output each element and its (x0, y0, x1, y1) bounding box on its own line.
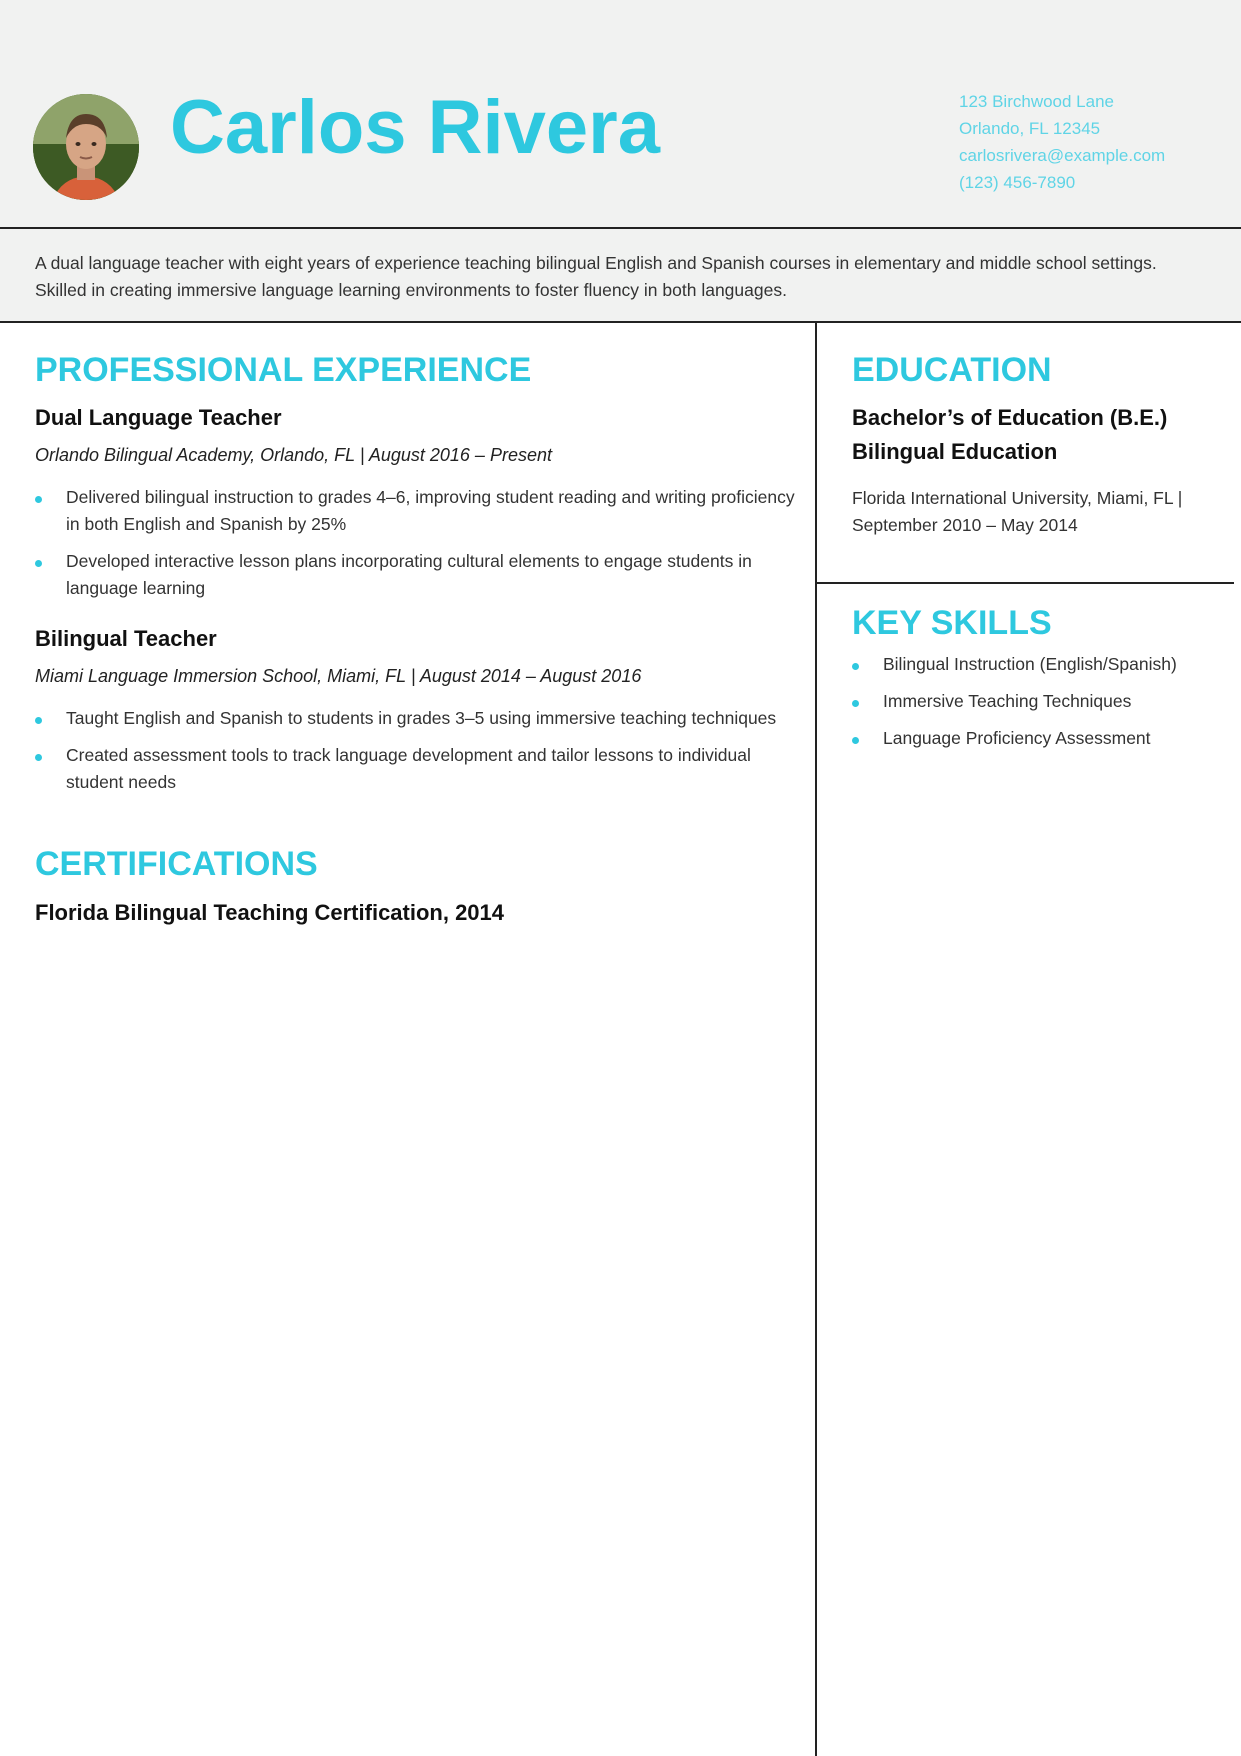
experience-heading: PROFESSIONAL EXPERIENCE (35, 351, 532, 389)
city-line: Orlando, FL 12345 (959, 119, 1101, 138)
candidate-name: Carlos Rivera (170, 85, 661, 170)
certification-item: Florida Bilingual Teaching Certification, 2014 (35, 900, 505, 925)
degree-name: Bachelor’s of Education (B.E.) (852, 405, 1168, 430)
job-bullet: Created assessment tools to track language development and tailor lessons to individual student needs (35, 742, 795, 796)
left-column (35, 323, 795, 930)
school-info: Florida International University, Miami, FL | September 2010 – May 2014 (852, 488, 1183, 535)
job-entry (35, 401, 795, 602)
education-entry (852, 401, 1232, 539)
profile-photo (33, 94, 139, 200)
job-meta: Miami Language Immersion School, Miami, FL | August 2014 – August 2016 (35, 666, 642, 686)
skills-heading: KEY SKILLS (852, 604, 1052, 642)
professional-summary: A dual language teacher with eight years of experience teaching bilingual English and Spanish courses in elementary and middle school settings. Skilled in creating immersive language learning environments to foster fluency in both languages. (0, 229, 1241, 323)
portrait-image (33, 94, 139, 200)
skill-item: Immersive Teaching Techniques (852, 688, 1232, 715)
column-divider (815, 323, 817, 1756)
job-bullets (35, 705, 795, 796)
job-bullet: Developed interactive lesson plans incorporating cultural elements to engage students in language learning (35, 548, 795, 602)
job-bullets (35, 484, 795, 602)
skill-item: Bilingual Instruction (English/Spanish) (852, 651, 1232, 678)
contact-info (959, 88, 1229, 196)
certifications-heading: CERTIFICATIONS (35, 845, 318, 883)
email-link[interactable]: carlosrivera@example.com (959, 146, 1166, 165)
job-meta: Orlando Bilingual Academy, Orlando, FL | August 2016 – Present (35, 445, 552, 465)
job-bullet: Delivered bilingual instruction to grades 4–6, improving student reading and writing proficiency in both English and Spanish by 25% (35, 484, 795, 538)
phone-number: (123) 456-7890 (959, 173, 1076, 192)
skill-item: Language Proficiency Assessment (852, 725, 1232, 752)
job-entry (35, 622, 795, 796)
job-title: Dual Language Teacher (35, 405, 282, 430)
job-bullet: Taught English and Spanish to students in grades 3–5 using immersive teaching techniques (35, 705, 795, 732)
right-column (852, 323, 1232, 752)
degree-major: Bilingual Education (852, 439, 1058, 464)
skills-list (852, 651, 1232, 752)
job-title: Bilingual Teacher (35, 626, 217, 651)
address-line: 123 Birchwood Lane (959, 92, 1115, 111)
education-heading: EDUCATION (852, 351, 1052, 389)
resume-header (0, 0, 1241, 229)
